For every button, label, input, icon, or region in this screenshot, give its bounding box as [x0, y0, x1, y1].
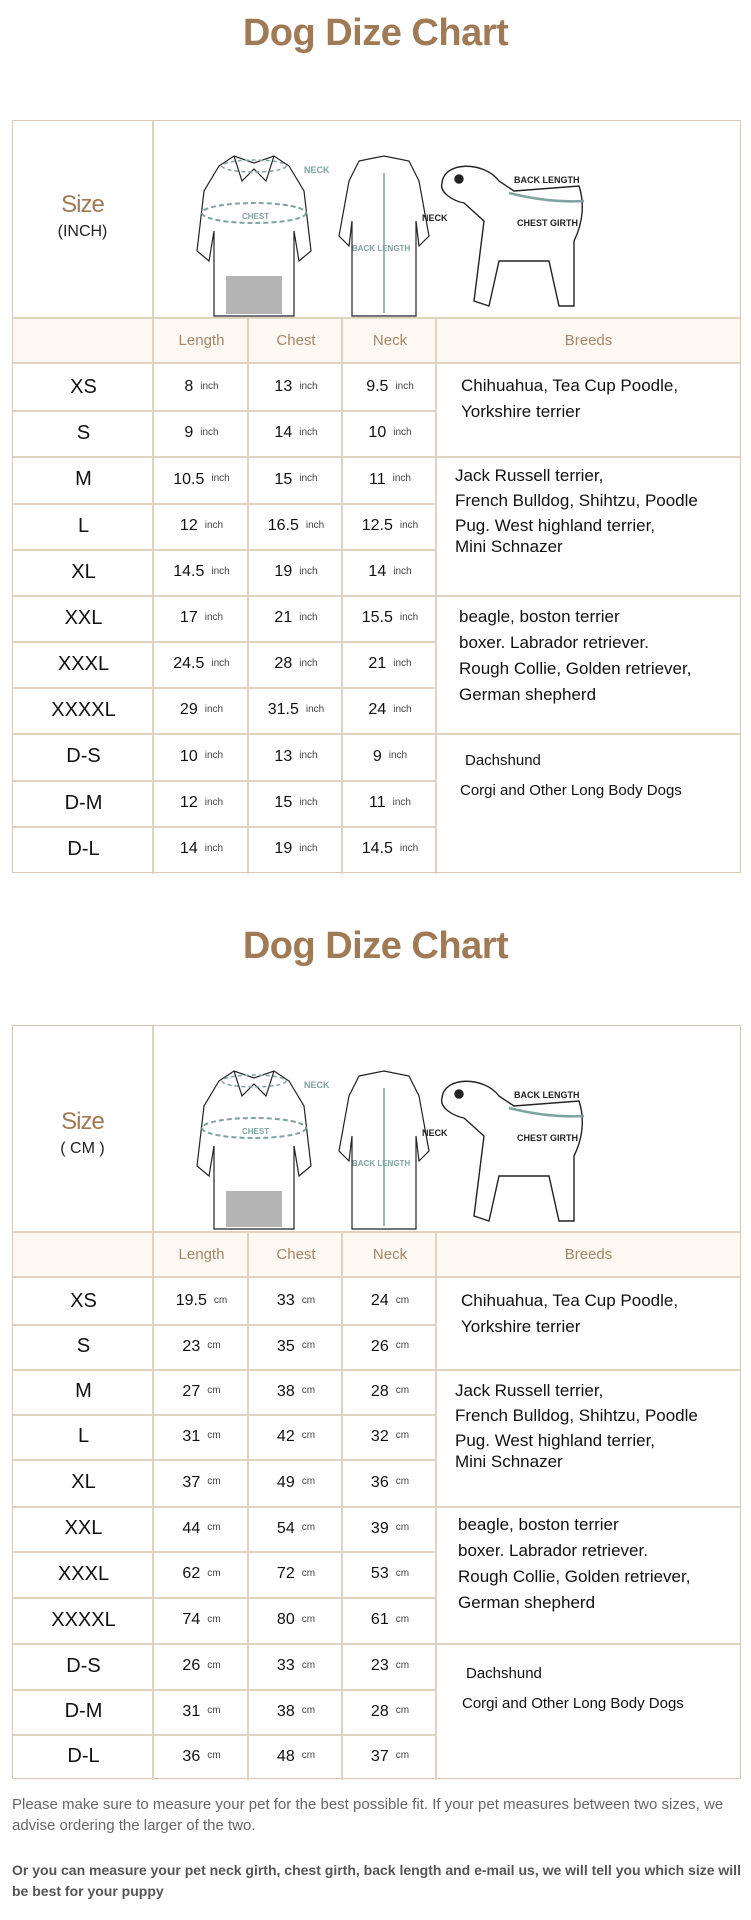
size-cell: S [76, 421, 91, 444]
chest-cell: 28 inch [274, 655, 318, 672]
email-advice-note: Or you can measure your pet neck girth, chest girth, back length and e-mail us, we will tell you which size will be best for your puppy [12, 1862, 741, 1899]
size-cell: XS [70, 375, 97, 398]
svg-text:BACK LENGTH: BACK LENGTH [352, 244, 411, 253]
chest-cell: 31.5 inch [267, 701, 325, 718]
svg-text:CHEST: CHEST [242, 1127, 270, 1136]
breed-group: Dachshund Corgi and Other Long Body Dogs [462, 1665, 684, 1712]
length-cell: 19.5 cm [175, 1292, 228, 1309]
svg-text:NECK: NECK [304, 1080, 330, 1090]
table-row [13, 826, 740, 872]
size-cell: L [77, 1425, 90, 1447]
chest-cell: 19 inch [274, 840, 318, 857]
neck-cell: 9 inch [372, 747, 408, 765]
svg-text:CHEST GIRTH: CHEST GIRTH [517, 1133, 579, 1143]
neck-cell: 61 cm [370, 1611, 410, 1628]
breed-group: Jack Russell terrier, French Bulldog, Shihtzu, Poodle Pug. West highland terrier, Mini Schnazer [455, 1381, 698, 1471]
neck-cell: 9.5 inch [366, 378, 414, 395]
chest-cell: 14 inch [274, 424, 318, 441]
size-cell: D-L [67, 1745, 100, 1767]
chest-cell: 54 cm [276, 1519, 316, 1537]
size-unit-cell [13, 121, 154, 317]
chest-cell: 35 cm [276, 1337, 316, 1355]
breed-group: Chihuahua, Tea Cup Poodle, Yorkshire terrier [461, 376, 679, 421]
length-cell: 62 cm [182, 1565, 221, 1582]
column-header-row [13, 1233, 740, 1278]
size-unit-cell [13, 1026, 154, 1231]
svg-text:BACK LENGTH: BACK LENGTH [514, 175, 580, 185]
length-cell: 31 cm [182, 1427, 221, 1445]
chest-cell: 38 cm [276, 1382, 316, 1400]
neck-cell: 37 cm [370, 1747, 410, 1765]
breed-group: Dachshund Corgi and Other Long Body Dogs [460, 752, 682, 799]
neck-cell: 14 inch [368, 563, 412, 580]
length-cell: 10 inch [179, 747, 224, 765]
neck-cell: 11 inch [369, 794, 411, 811]
fit-advice-note: Please make sure to measure your pet for the best possible fit. If your pet measures between two sizes, we advise ordering the larger of the two. [12, 1796, 724, 1834]
breed-group: beagle, boston terrier boxer. Labrador retriever. Rough Collie, Golden retriever, German shepherd [458, 1515, 691, 1612]
size-cell: XXXL [57, 652, 110, 675]
header-chest: Chest [276, 332, 316, 349]
chart-title-inch: Dog Dize Chart [242, 12, 509, 54]
length-cell: 14.5 inch [173, 563, 230, 580]
length-cell: 26 cm [182, 1657, 221, 1674]
size-label: Size [61, 1108, 104, 1135]
chest-cell: 15 inch [274, 470, 318, 488]
chest-cell: 15 inch [274, 794, 318, 811]
neck-cell: 24 inch [368, 701, 412, 718]
size-cell: XXXL [57, 1562, 110, 1585]
size-table-inch [12, 120, 741, 873]
length-cell: 14 inch [179, 840, 224, 857]
chest-cell: 16.5 inch [267, 517, 325, 534]
chest-cell: 80 cm [276, 1611, 316, 1628]
length-cell: 12 inch [179, 517, 224, 534]
size-cell: D-L [67, 837, 100, 860]
unit-label: ( CM ) [60, 1140, 105, 1157]
neck-cell: 53 cm [370, 1565, 410, 1582]
chest-cell: 13 inch [274, 378, 318, 395]
length-cell: 74 cm [182, 1611, 221, 1628]
neck-cell: 24 cm [370, 1292, 410, 1309]
neck-cell: 11 inch [369, 470, 411, 488]
header-length: Length [178, 332, 225, 349]
neck-cell: 28 cm [370, 1702, 410, 1720]
neck-cell: 23 cm [370, 1657, 410, 1674]
length-cell: 37 cm [182, 1473, 221, 1491]
chest-cell: 48 cm [276, 1747, 316, 1765]
header-neck: Neck [372, 332, 408, 349]
header-breeds: Breeds [564, 332, 613, 349]
chest-cell: 42 cm [276, 1427, 316, 1445]
header-length: Length [178, 1246, 225, 1263]
size-cell: XXL [64, 1517, 103, 1539]
neck-cell: 26 cm [370, 1337, 410, 1355]
svg-text:NECK: NECK [304, 165, 330, 175]
svg-text:BACK LENGTH: BACK LENGTH [352, 1159, 411, 1168]
size-cell: XXL [64, 606, 103, 629]
length-cell: 9 inch [184, 424, 219, 441]
length-cell: 44 cm [182, 1519, 221, 1537]
chart-title-cm: Dog Dize Chart [242, 925, 509, 967]
size-cell: D-M [64, 1700, 103, 1722]
chest-cell: 72 cm [276, 1565, 316, 1582]
svg-text:NECK: NECK [422, 1128, 448, 1138]
breed-group: Chihuahua, Tea Cup Poodle, Yorkshire terrier [461, 1291, 679, 1336]
size-cell: XXXXL [51, 1608, 116, 1631]
neck-cell: 12.5 inch [361, 517, 419, 534]
length-cell: 8 inch [184, 378, 219, 395]
chest-cell: 13 inch [274, 747, 318, 765]
chest-cell: 19 inch [274, 563, 318, 580]
neck-cell: 15.5 inch [361, 609, 419, 626]
length-cell: 10.5 inch [173, 470, 230, 488]
size-table-cm [12, 1025, 741, 1779]
illustration-row [13, 121, 740, 319]
measurement-illustration [154, 1026, 740, 1231]
chest-cell: 33 cm [276, 1657, 316, 1674]
chest-cell: 33 cm [276, 1292, 316, 1309]
size-cell: XL [71, 560, 96, 583]
header-breeds: Breeds [564, 1246, 613, 1263]
neck-cell: 21 inch [368, 655, 412, 672]
neck-cell: 32 cm [370, 1427, 410, 1445]
neck-cell: 14.5 inch [361, 840, 419, 857]
length-cell: 17 inch [179, 609, 224, 626]
chest-cell: 21 inch [274, 609, 318, 626]
svg-text:NECK: NECK [422, 213, 448, 223]
size-cell: M [75, 1380, 92, 1402]
size-cell: XL [71, 1471, 96, 1493]
measurement-diagram-icon [154, 1026, 740, 1231]
size-cell: D-M [64, 791, 103, 814]
size-cell: S [76, 1335, 91, 1357]
neck-cell: 39 cm [370, 1519, 410, 1537]
length-cell: 12 inch [179, 794, 224, 811]
length-cell: 23 cm [182, 1337, 221, 1355]
size-cell: D-S [66, 745, 101, 767]
illustration-row [13, 1026, 740, 1233]
length-cell: 31 cm [182, 1702, 221, 1720]
chest-cell: 38 cm [276, 1702, 316, 1720]
table-row [13, 1734, 740, 1779]
length-cell: 29 inch [179, 701, 224, 718]
length-cell: 27 cm [182, 1382, 221, 1400]
length-cell: 36 cm [182, 1747, 221, 1765]
header-neck: Neck [372, 1246, 408, 1263]
neck-cell: 36 cm [370, 1473, 410, 1491]
size-cell: XXXXL [51, 698, 116, 721]
neck-cell: 28 cm [370, 1382, 410, 1400]
breed-group: Jack Russell terrier, French Bulldog, Shihtzu, Poodle Pug. West highland terrier, Mini Schnazer [455, 466, 698, 556]
svg-text:CHEST: CHEST [242, 212, 270, 221]
size-cell: XS [70, 1289, 97, 1312]
column-header-row [13, 319, 740, 364]
svg-text:BACK LENGTH: BACK LENGTH [514, 1090, 580, 1100]
size-label: Size [61, 191, 104, 218]
chest-cell: 49 cm [276, 1473, 316, 1491]
breed-group: beagle, boston terrier boxer. Labrador retriever. Rough Collie, Golden retriever, German shepherd [459, 607, 692, 704]
length-cell: 24.5 inch [173, 655, 230, 672]
size-cell: D-S [66, 1654, 101, 1677]
neck-cell: 10 inch [368, 424, 412, 441]
measurement-diagram-icon [154, 121, 740, 317]
svg-text:CHEST GIRTH: CHEST GIRTH [517, 218, 579, 228]
unit-label: (INCH) [57, 223, 108, 240]
size-cell: L [77, 514, 90, 537]
header-chest: Chest [276, 1246, 316, 1263]
size-cell: M [75, 468, 92, 490]
measurement-illustration [154, 121, 740, 317]
